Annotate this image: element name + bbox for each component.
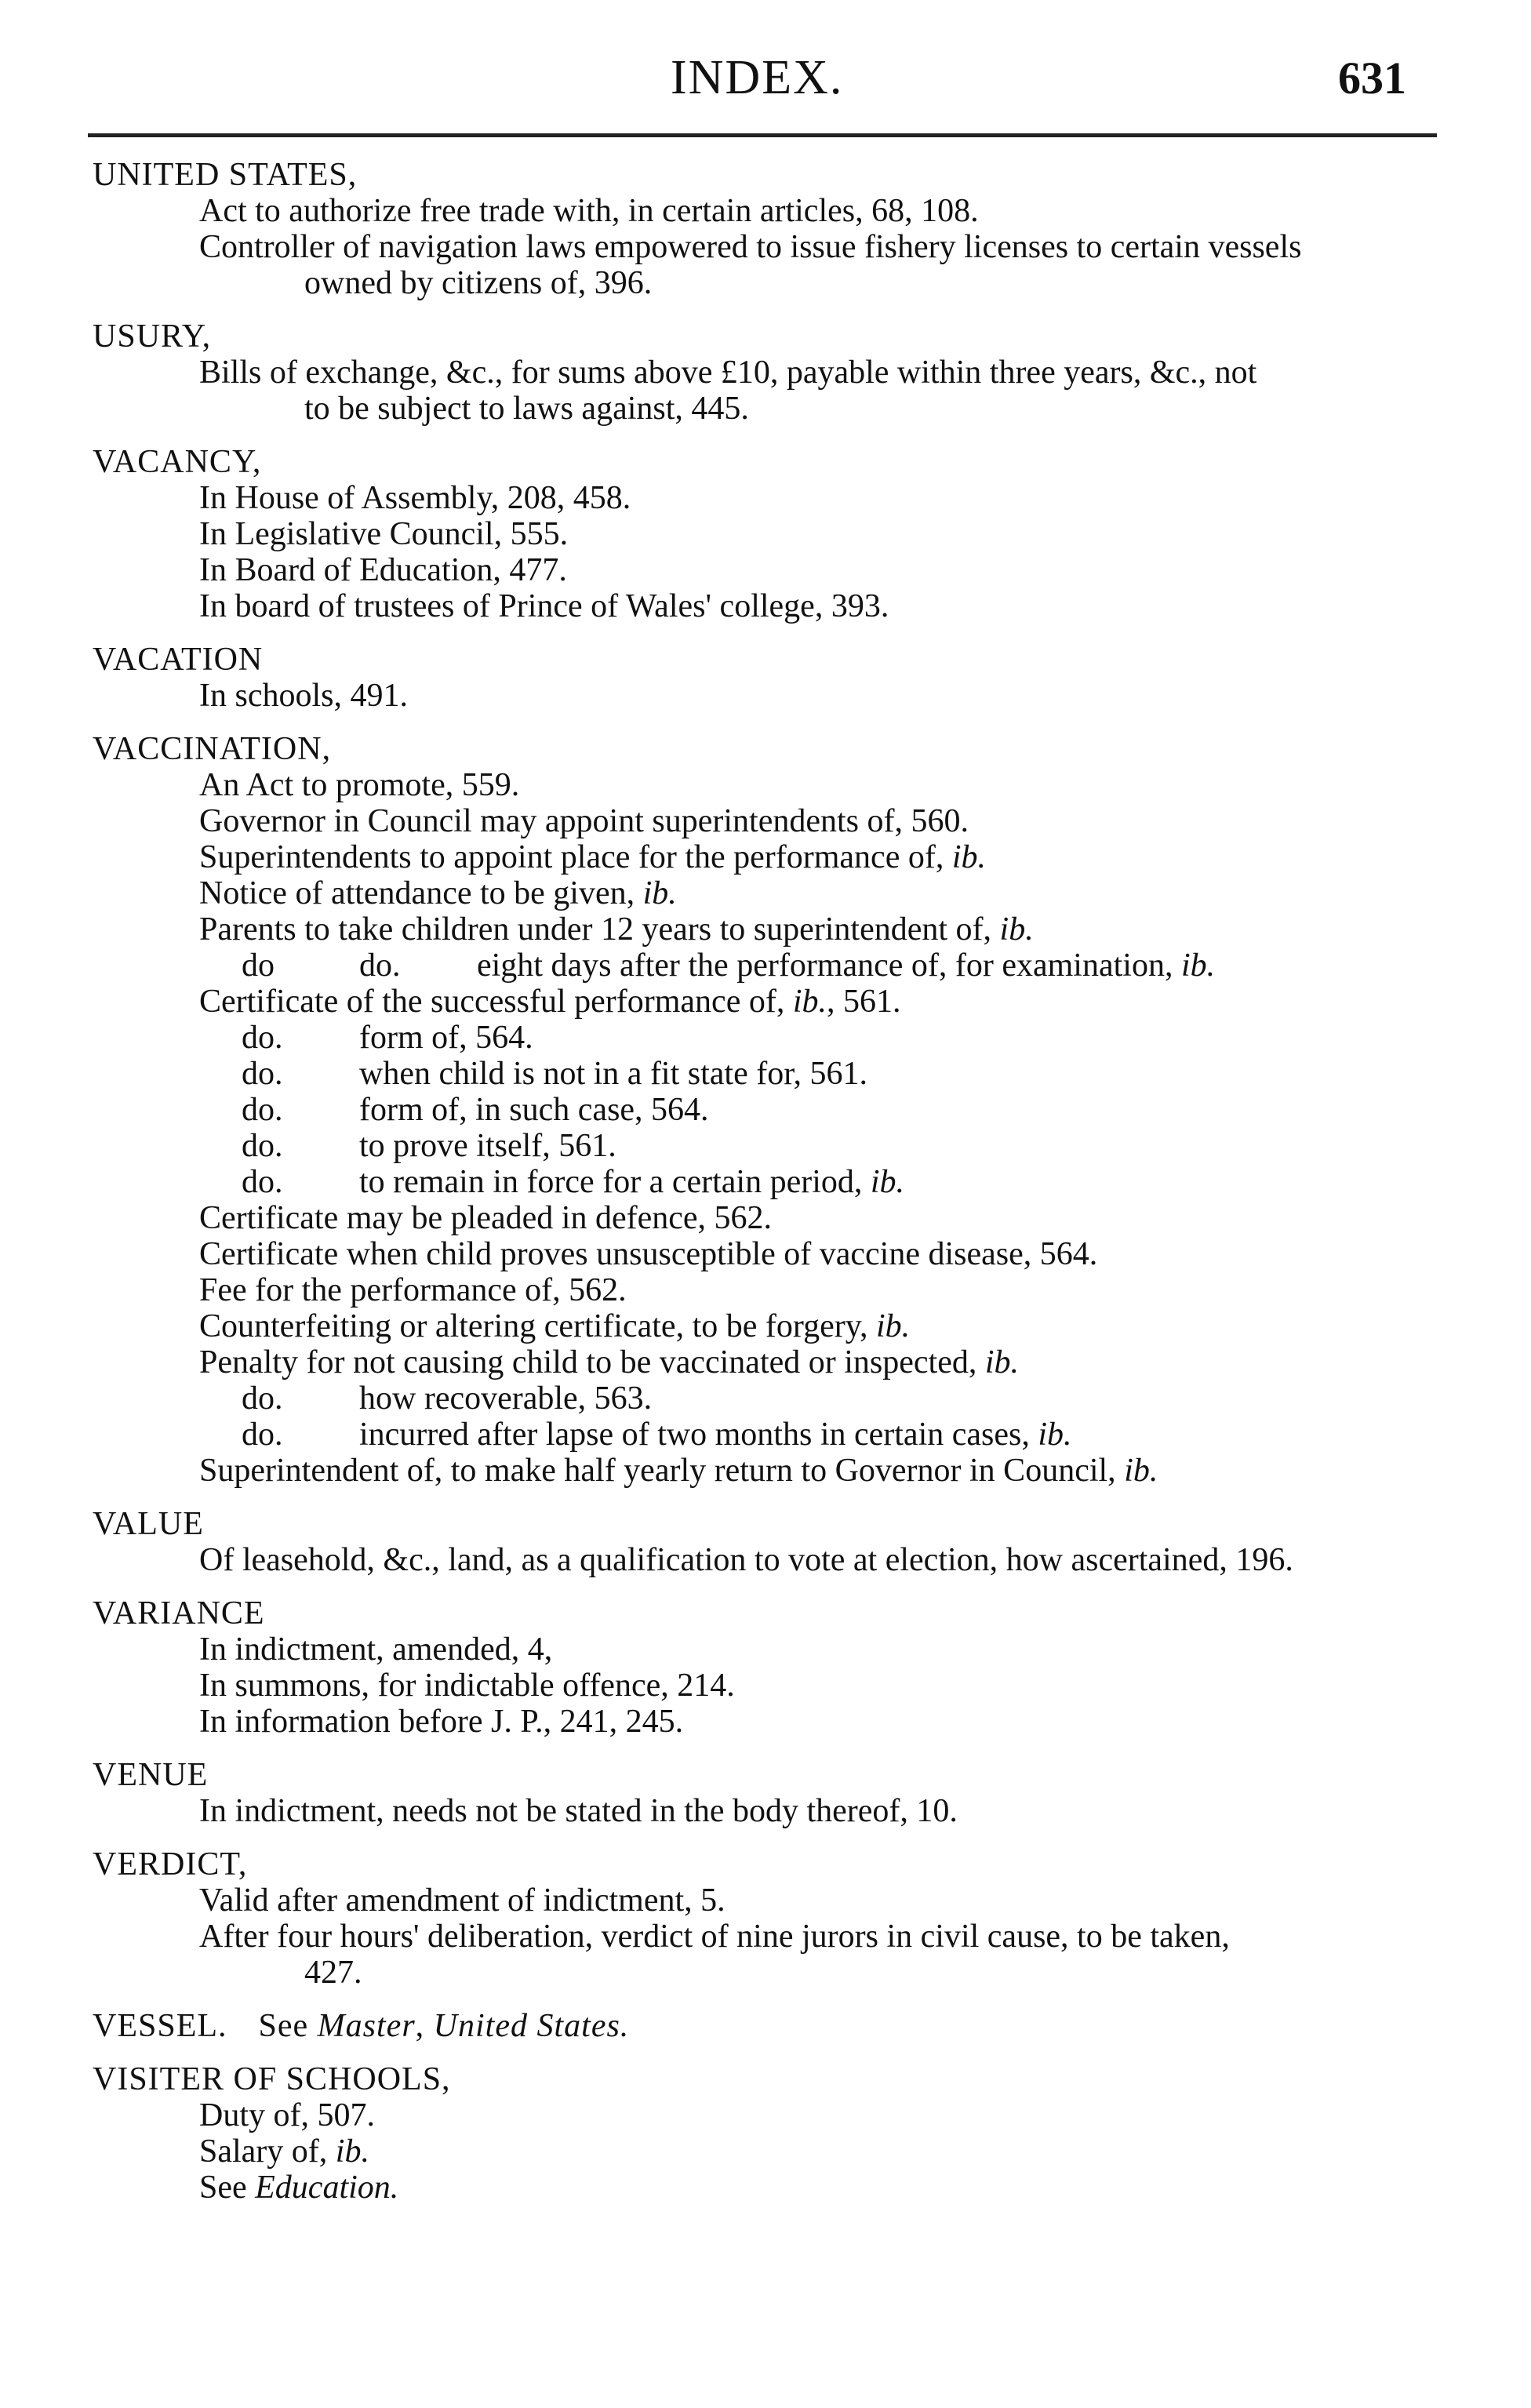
ditto-line <box>93 1128 1465 1164</box>
running-head-title: INDEX. <box>671 51 844 104</box>
entry-line <box>93 1453 1465 1489</box>
entry-line: An Act to promote, 559. <box>199 767 520 803</box>
page-number: 631 <box>1338 53 1406 104</box>
cross-reference: Master <box>317 2008 416 2044</box>
entry-heading: VESSEL. <box>93 2008 227 2044</box>
index-entry-vaccination <box>93 731 1465 1489</box>
entry-heading: VISITER OF SCHOOLS, <box>93 2061 451 2097</box>
index-entry-vacancy <box>93 444 1465 624</box>
entry-heading: UNITED STATES, <box>93 157 358 193</box>
entry-line <box>93 1344 1465 1380</box>
ibid-ref: ib. <box>951 839 986 875</box>
ditto-mark: do <box>242 948 275 984</box>
entry-text: Salary of, <box>199 2133 336 2170</box>
entry-line: In indictment, needs not be stated in the body thereof, 10. <box>199 1793 958 1829</box>
entry-text: Superintendent of, to make half yearly return to Governor in Council, <box>199 1453 1125 1489</box>
entry-text: See <box>199 2170 256 2206</box>
entry-line <box>93 984 1465 1020</box>
ibid-ref: ib. <box>876 1308 911 1344</box>
ditto-line <box>93 1092 1465 1128</box>
entry-heading-with-reference <box>93 2008 1465 2044</box>
index-entry-verdict <box>93 1846 1465 1991</box>
entry-line: In summons, for indictable offence, 214. <box>199 1668 735 1704</box>
ibid-ref: ib. <box>870 1164 905 1200</box>
ibid-ref: ib. <box>999 911 1034 948</box>
entry-heading: VALUE <box>93 1506 204 1542</box>
entry-line: After four hours' deliberation, verdict of nine jurors in civil cause, to be taken, <box>199 1919 1230 1955</box>
entry-text: , 561. <box>827 984 901 1020</box>
entry-line: In Legislative Council, 555. <box>199 516 569 552</box>
entry-line: Bills of exchange, &c., for sums above £10, payable within three years, &c., not <box>199 355 1257 391</box>
index-entry-value <box>93 1506 1465 1578</box>
entry-heading: VENUE <box>93 1757 209 1793</box>
entry-line: In indictment, amended, 4, <box>199 1631 553 1668</box>
entry-line: Of leasehold, &c., land, as a qualification to vote at election, how ascertained, 196. <box>199 1542 1293 1578</box>
ditto-mark: do. <box>242 1056 283 1092</box>
ibid-ref: ib. <box>1180 948 1216 984</box>
index-entry-vacation <box>93 642 1465 714</box>
entry-line: Governor in Council may appoint superintendents of, 560. <box>199 803 969 839</box>
entry-line: Fee for the performance of, 562. <box>199 1272 627 1308</box>
ditto-line <box>93 1417 1465 1453</box>
entry-line-continuation: 427. <box>304 1955 362 1991</box>
ditto-mark: do. <box>242 1092 283 1128</box>
entry-text: Certificate of the successful performance of, <box>199 984 793 1020</box>
ditto-mark: do. <box>242 1164 283 1200</box>
entry-text: Counterfeiting or altering certificate, to be forgery, <box>199 1308 876 1344</box>
cross-reference: Education. <box>255 2170 399 2206</box>
entry-text: how recoverable, 563. <box>359 1380 653 1417</box>
entry-line: Valid after amendment of indictment, 5. <box>199 1882 725 1919</box>
entry-text: to remain in force for a certain period, <box>359 1164 871 1200</box>
entry-line: Controller of navigation laws empowered to issue fishery licenses to certain vessels <box>199 229 1302 265</box>
entry-line-continuation: owned by citizens of, 396. <box>304 265 653 301</box>
index-entry-vessel <box>93 2008 1465 2044</box>
ibid-ref: ib. <box>984 1344 1020 1380</box>
index-entry-visiter-of-schools <box>93 2061 1465 2206</box>
entry-line <box>93 2170 1465 2206</box>
ditto-line <box>93 948 1465 984</box>
ditto-mark: do. <box>242 1020 283 1056</box>
entry-text: eight days after the performance of, for examination, <box>477 948 1181 984</box>
ditto-mark: do. <box>359 948 401 984</box>
entry-heading: VACCINATION, <box>93 731 332 767</box>
entry-text: when child is not in a fit state for, 561. <box>359 1056 868 1092</box>
entry-line <box>93 1308 1465 1344</box>
ibid-ref: ib. <box>1038 1417 1072 1453</box>
entry-line-continuation: to be subject to laws against, 445. <box>304 391 749 427</box>
entry-heading: VARIANCE <box>93 1595 265 1631</box>
entry-text: Notice of attendance to be given, <box>199 875 643 911</box>
entry-line: In information before J. P., 241, 245. <box>199 1704 684 1740</box>
entry-line: Certificate when child proves unsusceptible of vaccine disease, 564. <box>199 1236 1098 1272</box>
entry-text: incurred after lapse of two months in certain cases, <box>359 1417 1038 1453</box>
see-text: See <box>258 2008 318 2044</box>
ditto-mark: do. <box>242 1128 283 1164</box>
ibid-ref: ib. <box>1124 1453 1158 1489</box>
ditto-line <box>93 1020 1465 1056</box>
entry-heading: VERDICT, <box>93 1846 248 1882</box>
entry-line: Duty of, 507. <box>199 2097 375 2133</box>
entry-line <box>93 875 1465 911</box>
ditto-line <box>93 1164 1465 1200</box>
cross-reference: United States. <box>433 2008 630 2044</box>
ditto-mark: do. <box>242 1380 283 1417</box>
entry-text: form of, 564. <box>359 1020 533 1056</box>
ibid-ref: ib. <box>335 2133 369 2170</box>
entry-text: Parents to take children under 12 years to superintendent of, <box>199 911 1000 948</box>
separator: , <box>415 2008 434 2044</box>
ditto-mark: do. <box>242 1417 283 1453</box>
header-rule <box>88 133 1437 137</box>
entry-heading: VACATION <box>93 642 264 678</box>
ibid-ref: ib. <box>792 984 827 1020</box>
entry-line: In schools, 491. <box>199 678 408 714</box>
ditto-line <box>93 1056 1465 1092</box>
index-content <box>93 157 1465 2223</box>
entry-line: In board of trustees of Prince of Wales' college, 393. <box>199 588 889 624</box>
ditto-line <box>93 1380 1465 1417</box>
entry-text: to prove itself, 561. <box>359 1128 616 1164</box>
entry-heading: VACANCY, <box>93 444 262 480</box>
entry-line <box>93 839 1465 875</box>
entry-heading: USURY, <box>93 318 212 355</box>
index-entry-united-states <box>93 157 1465 301</box>
entry-line: In Board of Education, 477. <box>199 552 567 588</box>
ibid-ref: ib. <box>642 875 677 911</box>
entry-text: Penalty for not causing child to be vaccinated or inspected, <box>199 1344 985 1380</box>
entry-line <box>93 2133 1465 2170</box>
entry-line: In House of Assembly, 208, 458. <box>199 480 631 516</box>
entry-text: Superintendents to appoint place for the performance of, <box>199 839 952 875</box>
index-entry-venue <box>93 1757 1465 1829</box>
index-entry-variance <box>93 1595 1465 1740</box>
entry-line: Act to authorize free trade with, in certain articles, 68, 108. <box>199 193 979 229</box>
entry-line: Certificate may be pleaded in defence, 562. <box>199 1200 772 1236</box>
entry-line <box>93 911 1465 948</box>
entry-text: form of, in such case, 564. <box>359 1092 709 1128</box>
index-entry-usury <box>93 318 1465 427</box>
